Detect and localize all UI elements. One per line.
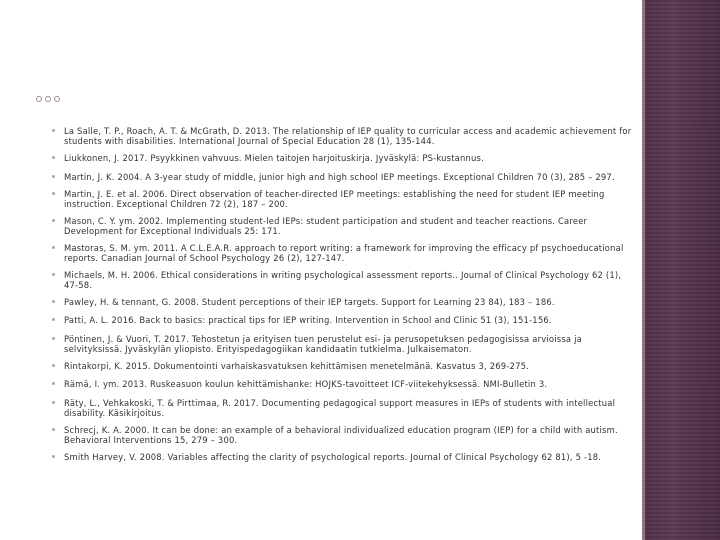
bullet-icon <box>52 300 55 303</box>
reference-item <box>52 126 632 146</box>
bullet-icon <box>52 156 55 159</box>
reference-list <box>52 126 632 469</box>
reference-text: Martin, J. E. et al. 2006. Direct observation of teacher-directed IEP meetings: establishing the need for student IEP meeting instruction. Exceptional Children 72 (2), 187 – 200. <box>64 188 605 209</box>
reference-item <box>52 270 632 290</box>
bullet-icon <box>52 192 55 195</box>
reference-item <box>52 425 632 445</box>
ellipsis-marker-icon <box>36 96 60 102</box>
reference-item <box>52 379 632 389</box>
bullet-icon <box>52 219 55 222</box>
reference-item <box>52 172 632 182</box>
reference-text: Schrecj, K. A. 2000. It can be done: an example of a behavioral individualized education program (IEP) for a child with autism. Behavioral Interventions 15, 279 – 300. <box>64 424 618 445</box>
reference-item <box>52 361 632 371</box>
reference-text: La Salle, T. P., Roach, A. T. & McGrath, D. 2013. The relationship of IEP quality to curricular access and academic achievement for students with disabilities. International Journal of Special Education 28 (1), 135-144. <box>64 126 632 146</box>
bullet-icon <box>52 382 55 385</box>
reference-text: Michaels, M. H. 2006. Ethical considerations in writing psychological assessment reports.. Journal of Clinical Psychology 62 (1), 47-58. <box>64 269 622 290</box>
bullet-icon <box>52 337 55 340</box>
reference-text: Liukkonen, J. 2017. Psyykkinen vahvuus. Mielen taitojen harjoituskirja. Jyväskylä: PS-kustannus. <box>64 153 484 163</box>
reference-item <box>52 398 632 418</box>
reference-text: Mason, C. Y. ym. 2002. Implementing student-led IEPs: student participation and student and teacher reactions. Career Development for Exceptional Individuals 25: 171. <box>64 215 588 236</box>
bullet-icon <box>52 246 55 249</box>
bullet-icon <box>52 318 55 321</box>
bullet-icon <box>52 129 55 132</box>
bullet-icon <box>52 428 55 431</box>
reference-item <box>52 334 632 354</box>
reference-item <box>52 452 632 462</box>
decorative-sidebar <box>642 0 720 540</box>
circle-icon <box>36 96 42 102</box>
reference-text: Räty, L., Vehkakoski, T. & Pirttimaa, R. 2017. Documenting pedagogical support measures in IEPs of students with intellectual disability. Käsikirjoitus. <box>64 397 616 418</box>
reference-text: Patti, A. L. 2016. Back to basics: practical tips for IEP writing. Intervention in School and Clinic 51 (3), 151-156. <box>64 315 552 325</box>
circle-icon <box>45 96 51 102</box>
bullet-icon <box>52 175 55 178</box>
reference-text: Martin, J. K. 2004. A 3-year study of middle, junior high and high school IEP meetings. Exceptional Children 70 (3), 285 – 297. <box>64 171 615 182</box>
reference-text: Rintakorpi, K. 2015. Dokumentointi varhaiskasvatuksen kehittämisen menetelmänä. Kasvatus 3, 269-275. <box>64 360 529 371</box>
reference-text: Pawley, H. & tennant, G. 2008. Student perceptions of their IEP targets. Support for Learning 23 84), 183 – 186. <box>64 296 555 307</box>
reference-item <box>52 216 632 236</box>
bullet-icon <box>52 455 55 458</box>
reference-item <box>52 297 632 307</box>
bullet-icon <box>52 401 55 404</box>
reference-item <box>52 189 632 209</box>
reference-text: Pöntinen, J. & Vuori, T. 2017. Tehostetun ja erityisen tuen perustelut esi- ja perusopetuksen pedagogisissa arvioissa ja selvityksissä. Jyväskylän yliopisto. Erityispedagogiikan kandidaatin tutkielma. Julkaisematon. <box>64 333 582 354</box>
bullet-icon <box>52 364 55 367</box>
reference-text: Mastoras, S. M. ym. 2011. A C.L.E.A.R. approach to report writing: a framework for improving the efficacy pf psychoeducational reports. Canadian Journal of School Psychology 26 (2), 127-147. <box>64 242 624 263</box>
reference-item <box>52 315 632 325</box>
bullet-icon <box>52 273 55 276</box>
reference-text: Smith Harvey, V. 2008. Variables affecting the clarity of psychological reports. Journal of Clinical Psychology 62 81), 5 -18. <box>64 451 602 462</box>
reference-item <box>52 243 632 263</box>
circle-icon <box>54 96 60 102</box>
reference-item <box>52 153 632 163</box>
reference-text: Rämä, I. ym. 2013. Ruskeasuon koulun kehittämishanke: HOJKS-tavoitteet ICF-viitekehyksessä. NMI-Bulletin 3. <box>64 379 548 389</box>
